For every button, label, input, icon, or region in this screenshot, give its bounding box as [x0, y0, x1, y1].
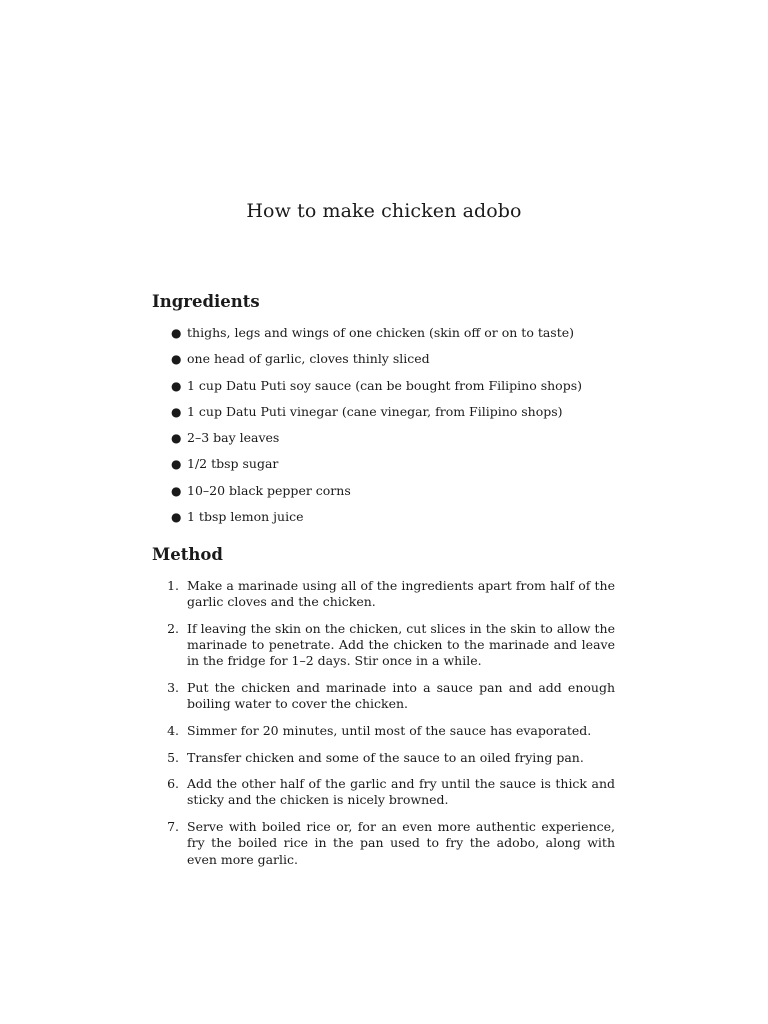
bullet-icon: ●: [171, 378, 182, 393]
method-step: 1. Make a marinade using all of the ingredients apart from half of the garlic cloves and the chicken.: [152, 578, 615, 611]
bullet-icon: ●: [171, 431, 182, 446]
bullet-icon: ●: [171, 326, 182, 340]
ingredient-item: ● 1 cup Datu Puti vinegar (cane vinegar, from Filipino shops): [171, 403, 563, 419]
bullet-icon: ●: [171, 404, 182, 419]
bullet-icon: ●: [171, 483, 182, 498]
method-step: 3. Put the chicken and marinade into a sauce pan and add enough boiling water to cover the chicken.: [152, 680, 615, 713]
ingredient-item: ● 10–20 black pepper corns: [171, 482, 351, 498]
step-number: 4.: [167, 722, 179, 738]
bullet-icon: ●: [171, 352, 182, 367]
page-title: How to make chicken adobo: [246, 200, 522, 222]
method-step: 5. Transfer chicken and some of the sauce to an oiled frying pan.: [152, 750, 615, 766]
step-number: 7.: [167, 819, 179, 835]
ingredients-list: [152, 325, 622, 535]
ingredients-heading: Ingredients: [152, 292, 260, 311]
step-number: 3.: [167, 680, 179, 696]
method-step: 6. Add the other half of the garlic and fry until the sauce is thick and sticky and the chicken is nicely browned.: [152, 776, 615, 809]
bullet-icon: ●: [171, 457, 182, 472]
ingredient-item: ● 1/2 tbsp sugar: [171, 456, 279, 472]
bullet-icon: ●: [171, 510, 182, 525]
step-number: 2.: [167, 620, 179, 636]
step-number: 6.: [167, 776, 179, 792]
method-list: [152, 578, 615, 878]
ingredient-item: ● 1 cup Datu Puti soy sauce (can be bought from Filipino shops): [171, 377, 583, 393]
ingredient-item: ● 1 tbsp lemon juice: [171, 509, 304, 525]
ingredient-item: ● 2–3 bay leaves: [171, 430, 280, 446]
method-heading: Method: [152, 545, 223, 564]
ingredient-item: ● thighs, legs and wings of one chicken (skin off or on to taste): [171, 325, 575, 340]
method-step: 7. Serve with boiled rice or, for an even more authentic experience, fry the boiled rice in the pan used to fry the adobo, along with even more garlic.: [152, 819, 615, 868]
method-step: 2. If leaving the skin on the chicken, cut slices in the skin to allow the marinade to penetrate. Add the chicken to the marinade and leave in the fridge for 1–2 days. Stir once in a while.: [152, 621, 615, 670]
method-step: 4. Simmer for 20 minutes, until most of the sauce has evaporated.: [152, 723, 615, 739]
step-number: 5.: [167, 749, 179, 765]
ingredient-item: ● one head of garlic, cloves thinly sliced: [171, 351, 430, 367]
step-number: 1.: [167, 578, 179, 593]
